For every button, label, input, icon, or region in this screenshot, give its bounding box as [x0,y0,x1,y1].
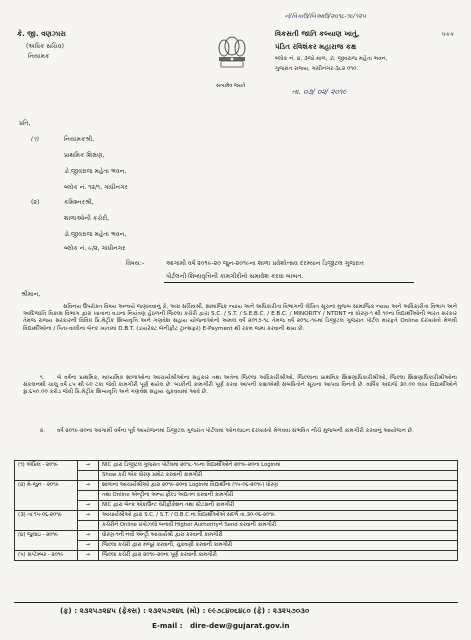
table-row [15,501,458,511]
recipient-line: ડો.જીવરાજ મહેતા ભવન, [64,231,127,238]
recipient-line: નિયામકશ્રી, [64,136,95,143]
schedule-task: તથા Online એન્ટ્રીના અન્ય ફીલ્ડ અદ્યતન કરવાની કામગીરી [99,491,458,501]
table-row [15,511,458,521]
arrow-icon: → [78,481,99,491]
schedule-task: ધોરણ-૧ની નવી એન્ટ્રી આચાર્યશ્રી દ્વારા કરવાની કામગીરી [99,531,458,541]
officer-name: કે. જી. વણઝારા [17,29,66,38]
to-label: પ્રતિ, [19,120,31,127]
footer-email-label: E-mail : [152,621,183,630]
office-name: વિકસતી જાતિ કલ્યાણ ખાતું, [275,29,360,38]
arrow-icon: → [78,531,99,541]
point-number: ૧. [40,375,45,381]
arrow-icon: → [78,511,99,521]
arrow-icon: → [78,461,99,471]
state-emblem-icon [207,28,257,86]
arrow-icon: → [78,501,99,511]
schedule-date: (૧) એપ્રિલ - ૨૦૧૯ [15,461,78,481]
table-row [15,481,458,491]
schedule-task: શાળાના આચાર્યશ્રીઓ દ્વારા ૨૦૧૯-૨૦ના Loginમાં વિદ્યાર્થીના (૧૫-૦૬-૨૦૧૯) ધોરણ [99,481,458,491]
recipient-line: બ્લોક નં. ૯/૨, ગાંધીનગર [64,245,126,252]
recipient-line: પ્રાથમિક શિક્ષણ, [64,152,105,159]
schedule-date: (૨) મે-જુન - ૨૦૧૯ [15,481,78,511]
page-reference: પકક [441,31,454,38]
recipient-line: કમિશ્નરશ્રી, [64,199,94,206]
schedule-date: (૫) સપ્ટેમ્બર - ૨૦૧૯ [15,551,78,561]
recipient-line: ડો.જીવરાજ મહેતા ભવન, [64,168,127,175]
table-row [15,491,458,501]
point-paragraph: બે વર્ષના પ્રાથમિક, માધ્યમિક શાળાઓના આચાર્યશ્રીઓના સહકાર તથા અત્રેના જિલ્લા અધિકારીશ્રીઓ, જિલ્લાના પ્રાથમિક શિક્ષણાધિકારીશ્રીઓ, જિલ્લા શિક્ષણાધિકારીશ્રીઓના સંકલનથી ચાલુ વર્ષે ૮૫ થી ૯૦ ટકા જેવી કામગીરી પૂર્ણ થયેલ છે. બાકીની કામગીરી પૂર્ણ કરવા આપની કક્ષાએથી સબંધિતોને સૂચના આપવા વિનંતી છે. વાર્ષિક અંદાજે ૩૦.૦૦ લાખ વિદ્યાર્થીઓને રૂા.૬૫૦.૦૦ કરોડ જેવી પ્રિ.મેટ્રીક શિષ્યવૃત્તિ અને ગણવેશ સહાય ચુકવવામાં આવે છે. [23,375,457,396]
schedule-task: જિલ્લા કચેરી દ્વારા ૨૦૧૯-૨૦ના પૂર્ણ કરવાની કામગીરી [99,551,458,561]
office-subname: પંડિત રવિશંકર મહારાજ કક્ષ [275,42,357,51]
schedule-table [14,460,458,561]
emblem-caption: સત્યમેવ જયતે [216,84,246,89]
footer-email[interactable]: dire-dew@gujarat.gov.in [190,621,290,630]
point-number: ૨. [40,428,46,434]
office-address-city: ગુજરાત રાજ્ય, ગાંધીનગર-૩૮૨ ૦૧૦. [275,66,359,72]
recipient-line: બ્લોક નં. ૧૨/૧, ગાંધીનગર [64,184,128,191]
letter-date: તા. ૦૭/ ૦૨/ ૨૦૧૯ [292,87,347,96]
arrow-icon: → [78,551,99,561]
schedule-task: આચાર્યશ્રીઓ દ્વારા S.C. / S.T. / O.B.C.ના વિદ્યાર્થીઓએ સંદર્ભ તા.૩૦-૦૬-૨૦૧૯ [99,511,458,521]
table-row [15,551,458,561]
recipient-number: (૨) [31,199,40,206]
table-row [15,471,458,481]
table-row [15,531,458,541]
schedule-date: (૩) તા.૧૫-૦૬-૨૦૧૯ [15,511,78,531]
body-paragraph: સવિનય ઉપરોક્ત વિષય અન્વયે જણાવવાનું કે, અગ્ર સચિવશ્રી, સામાજિક ન્યાય અને અધિકારીતા વિભાગની લેખિત સૂચના મુજબ સામાજિક ન્યાય અને અધિકારીતા વિભાગ અને આદિજાતિ વિકાસ વિભાગ દ્વારા ખાતાના વડાના નિયંત્રણ હેઠળની જિલ્લા કચેરી દ્વારા S.C. / S.T. / S.E.B.C. / E.B.C. / MINORITY / NTDNT ના ધોરણ-૧ થી ૧૦ના વિદ્યાર્થીઓની ભારત સરકાર તેમજ રાજ્ય સરકારની વિવિધ પ્રિ.મેટ્રીક શિષ્યવૃત્તિ અને ગણવેશ સહાય યોજનાઓનો અમલ વર્ષ ૨૦૧૭-૧૮ તેમજ વર્ષ ૨૦૧૮-૧૯માં ડિજીટલ ગુજરાત પોર્ટલ મારફતે Online દરખાસ્તો મેળવી વિદ્યાર્થીઓના / પિતા-વાલીના બેન્ક ખાતામાં D.B.T. (ડાયરેક્ટ બેનીફીટ ટ્રાન્સફર) E-Payment થી રકમ જમા કરવાની થાય છે. [23,304,457,332]
recipient-number: (૧) [31,136,39,143]
schedule-task: NIC દ્વારા બેન્ક એકાઉન્ટ વેરીફીકેશન તથા સ્ટેટસની કામગીરી [99,501,458,511]
office-address-line: બ્લોક નં. ૪, ૩જો માળ, ડૉ. જીવરાજ મહેતા ભવન, [275,56,388,62]
arrow-icon: → [78,541,99,551]
footer-divider [14,602,458,603]
schedule-date: (૪) જુલાઇ - ૨૦૧૯ [15,531,78,551]
schedule-task: જિલ્લા કચેરી દ્વારા મંજૂર કરવાની, ચુકવણી કરવાની કામગીરી [99,541,458,551]
footer-phone: (ફ) : ૨૩૨૫૭૨૪૫ (ફેક્સ) : ૨૩૨૫૭૨૪૬ (મો) : ૯૯૭૮૪૦૬૪૮૦ (ફે) : ૨૩૨૫૭૦૩૦ [60,606,310,615]
subject-underline [164,282,414,283]
table-row [15,461,458,471]
officer-designation: (અધિક સચિવ) [26,43,65,50]
schedule-task: Show કરી એક ધોરણ પ્રમોટ કરવાની કામગીરી [99,471,458,481]
table-row [15,541,458,551]
subject-line: પોર્ટલની શિષ્યવૃત્તિની કામગીરીનો સમાવેશ કરવા બાબત. [166,273,304,280]
point-paragraph: વર્ષ ૨૦૧૯-૨૦ના આગામી વર્ષના પૂર્વ આયોજનમાં ડિજીટલ ગુજરાત પોર્ટલમાં ઓનલાઇન દરખાસ્તો મેળવવા સંભવિત નીચે મુજબની કામગીરી કરવાનું આયોજન છે. [57,428,414,434]
schedule-task: કચેરીને Online પ્રપોઝલો બનાવી Higher Authorityને Send કરવાની કામગીરી [99,521,458,531]
recipient-line: શાળાઓની કચેરી, [64,215,110,222]
schedule-task: NIC દ્વારા ડિજીટલ ગુજરાત પોર્ટલમાં ૨૦૧૮-૧૯ના વિદ્યાર્થીઓને ૨૦૧૯-૨૦ના Loginમાં [99,461,458,471]
subject-label: વિષય:- [126,260,145,267]
salutation: શ્રીમાન, [21,291,41,298]
letter-number: નં/વિકાઉ/બિઆઉ/૨૦૧૮-૧૯/૧૨૫ [285,13,366,20]
table-row [15,521,458,531]
officer-role: નિયામક [28,53,50,60]
subject-line: આગામી વર્ષ ૨૦૧૯-૨૦ જુન-૨૦૧૯ના શાળા પ્રવેશોત્સવ દરમ્યાન ડિજીટલ ગુજરાત [166,260,364,267]
